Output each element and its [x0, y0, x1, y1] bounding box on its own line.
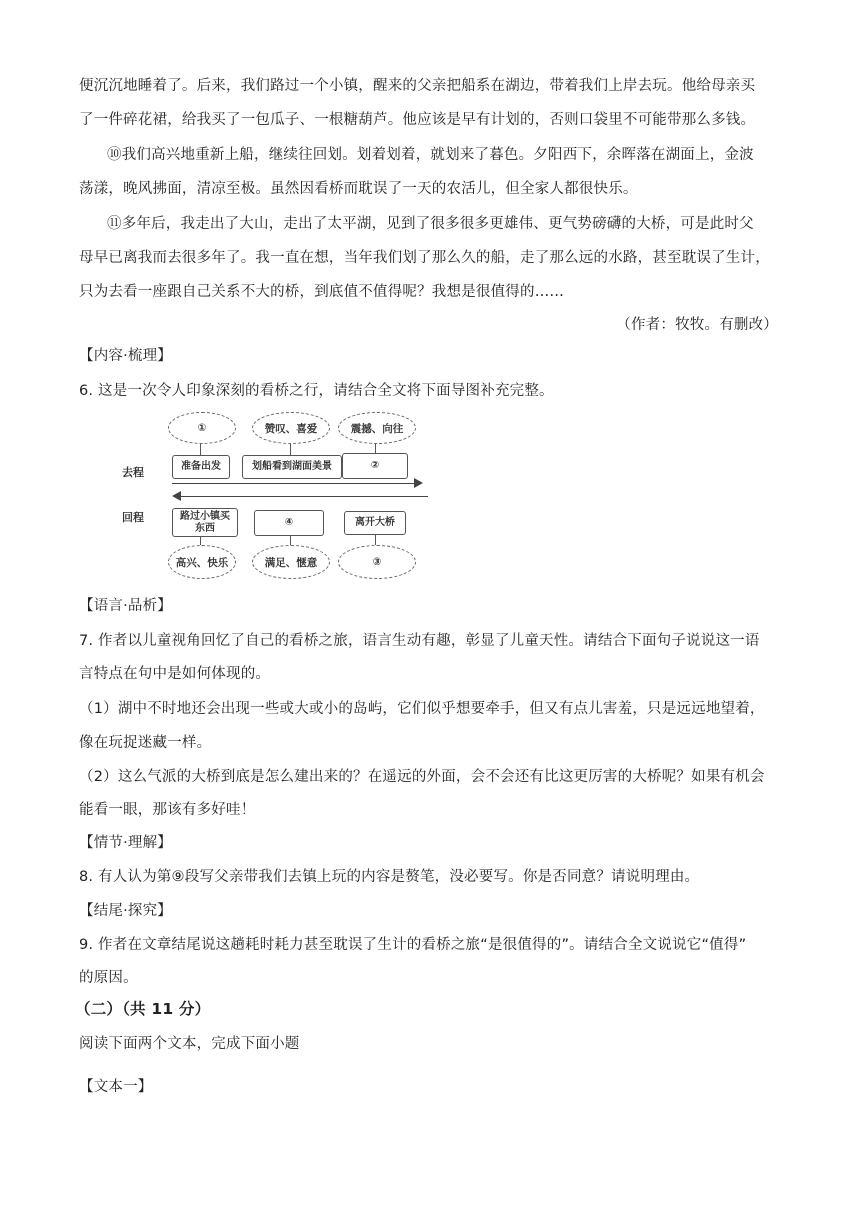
section-heading-plot: 【情节·理解】: [79, 835, 173, 851]
question-8: 8. 有人认为第⑨段写父亲带我们去镇上玩的内容是赘笔，没必要写。你是否同意？请说明理由。: [79, 869, 700, 885]
connector: [375, 535, 376, 545]
back-feeling-oval-1: 高兴、快乐: [168, 545, 236, 579]
back-arrow-line: [180, 496, 428, 497]
part-2-intro: 阅读下面两个文本，完成下面小题: [79, 1036, 300, 1052]
source-attribution: （作者：牧牧。有删改）: [616, 317, 778, 333]
passage-line: 了一件碎花裙，给我买了一包瓜子、一根糖葫芦。他应该是早有计划的，否则口袋里不可能带那么多钱。: [79, 112, 756, 128]
question-6: 6. 这是一次令人印象深刻的看桥之行，请结合全文将下面导图补充完整。: [79, 383, 554, 399]
go-event-box-2: 划船看到湖面美景: [242, 455, 342, 479]
connector: [200, 443, 201, 455]
back-event-box-2: ④: [254, 510, 324, 536]
part-2-title: （二）（共 11 分）: [75, 1000, 211, 1018]
paragraph-10-line: 荡漾，晚风拂面，清凉至极。虽然因看桥而耽误了一天的农活儿，但全家人都很快乐。: [79, 181, 638, 197]
question-7-sentence-1: 像在玩捉迷藏一样。: [79, 735, 212, 751]
back-feeling-oval-3: ③: [338, 545, 416, 579]
back-event-box-1: 路过小镇买东西: [172, 508, 238, 537]
go-feeling-oval-2: 赞叹、喜爱: [252, 412, 330, 444]
section-heading-language: 【语言·品析】: [79, 598, 173, 614]
back-label: 回程: [122, 511, 144, 524]
question-7: 言特点在句中是如何体现的。: [79, 666, 271, 682]
section-heading-content: 【内容·梳理】: [79, 348, 173, 364]
go-label: 去程: [122, 466, 144, 479]
question-7: 7. 作者以儿童视角回忆了自己的看桥之旅，语言生动有趣，彰显了儿童天性。请结合下面句子说说这一语: [79, 633, 760, 649]
connector: [290, 443, 291, 455]
paragraph-11-line: 母早已离我而去很多年了。我一直在想，当年我们划了那么久的船，走了那么远的水路，甚至耽误了生计，: [79, 250, 770, 266]
go-feeling-oval-1: ①: [168, 412, 236, 444]
go-arrow-head: [414, 478, 423, 488]
back-feeling-oval-2: 满足、惬意: [252, 545, 330, 579]
back-event-box-3: 离开大桥: [344, 511, 406, 535]
question-9: 9. 作者在文章结尾说这趟耗时耗力甚至耽误了生计的看桥之旅“是很值得的”。请结合全文说说它“值得”: [79, 937, 747, 953]
paragraph-11-line: 只为去看一座跟自己关系不大的桥，到底值不值得呢？我想是很值得的……: [79, 284, 565, 300]
text-1-heading: 【文本一】: [79, 1079, 153, 1095]
question-7-sentence-2: （2）这么气派的大桥到底是怎么建出来的？在遥远的外面，会不会还有比这更厉害的大桥呢？如果有机会: [79, 769, 765, 785]
back-arrow-head: [172, 491, 181, 501]
question-7-sentence-1: （1）湖中不时地还会出现一些或大或小的岛屿，它们似乎想要牵手，但又有点儿害羞，只是远远地望着，: [79, 701, 765, 717]
go-arrow-line: [172, 483, 420, 484]
go-event-box-1: 准备出发: [172, 455, 230, 479]
paragraph-10-line: ⑩我们高兴地重新上船，继续往回划。划着划着，就划来了暮色。夕阳西下，余晖落在湖面上，金波: [107, 147, 754, 163]
go-feeling-oval-3: 震撼、向往: [338, 412, 416, 444]
question-7-sentence-2: 能看一眼，那该有多好哇！: [79, 802, 256, 818]
paragraph-11-line: ⑪多年后，我走出了大山，走出了太平湖，见到了很多很多更雄伟、更气势磅礴的大桥，可是此时父: [107, 216, 754, 232]
question-9: 的原因。: [79, 970, 138, 986]
section-heading-ending: 【结尾·探究】: [79, 903, 173, 919]
trip-mind-map: [118, 412, 434, 580]
passage-line: 便沉沉地睡着了。后来，我们路过一个小镇，醒来的父亲把船系在湖边，带着我们上岸去玩。他给母亲买: [79, 78, 756, 94]
connector: [290, 535, 291, 545]
go-event-box-3: ②: [342, 453, 408, 479]
